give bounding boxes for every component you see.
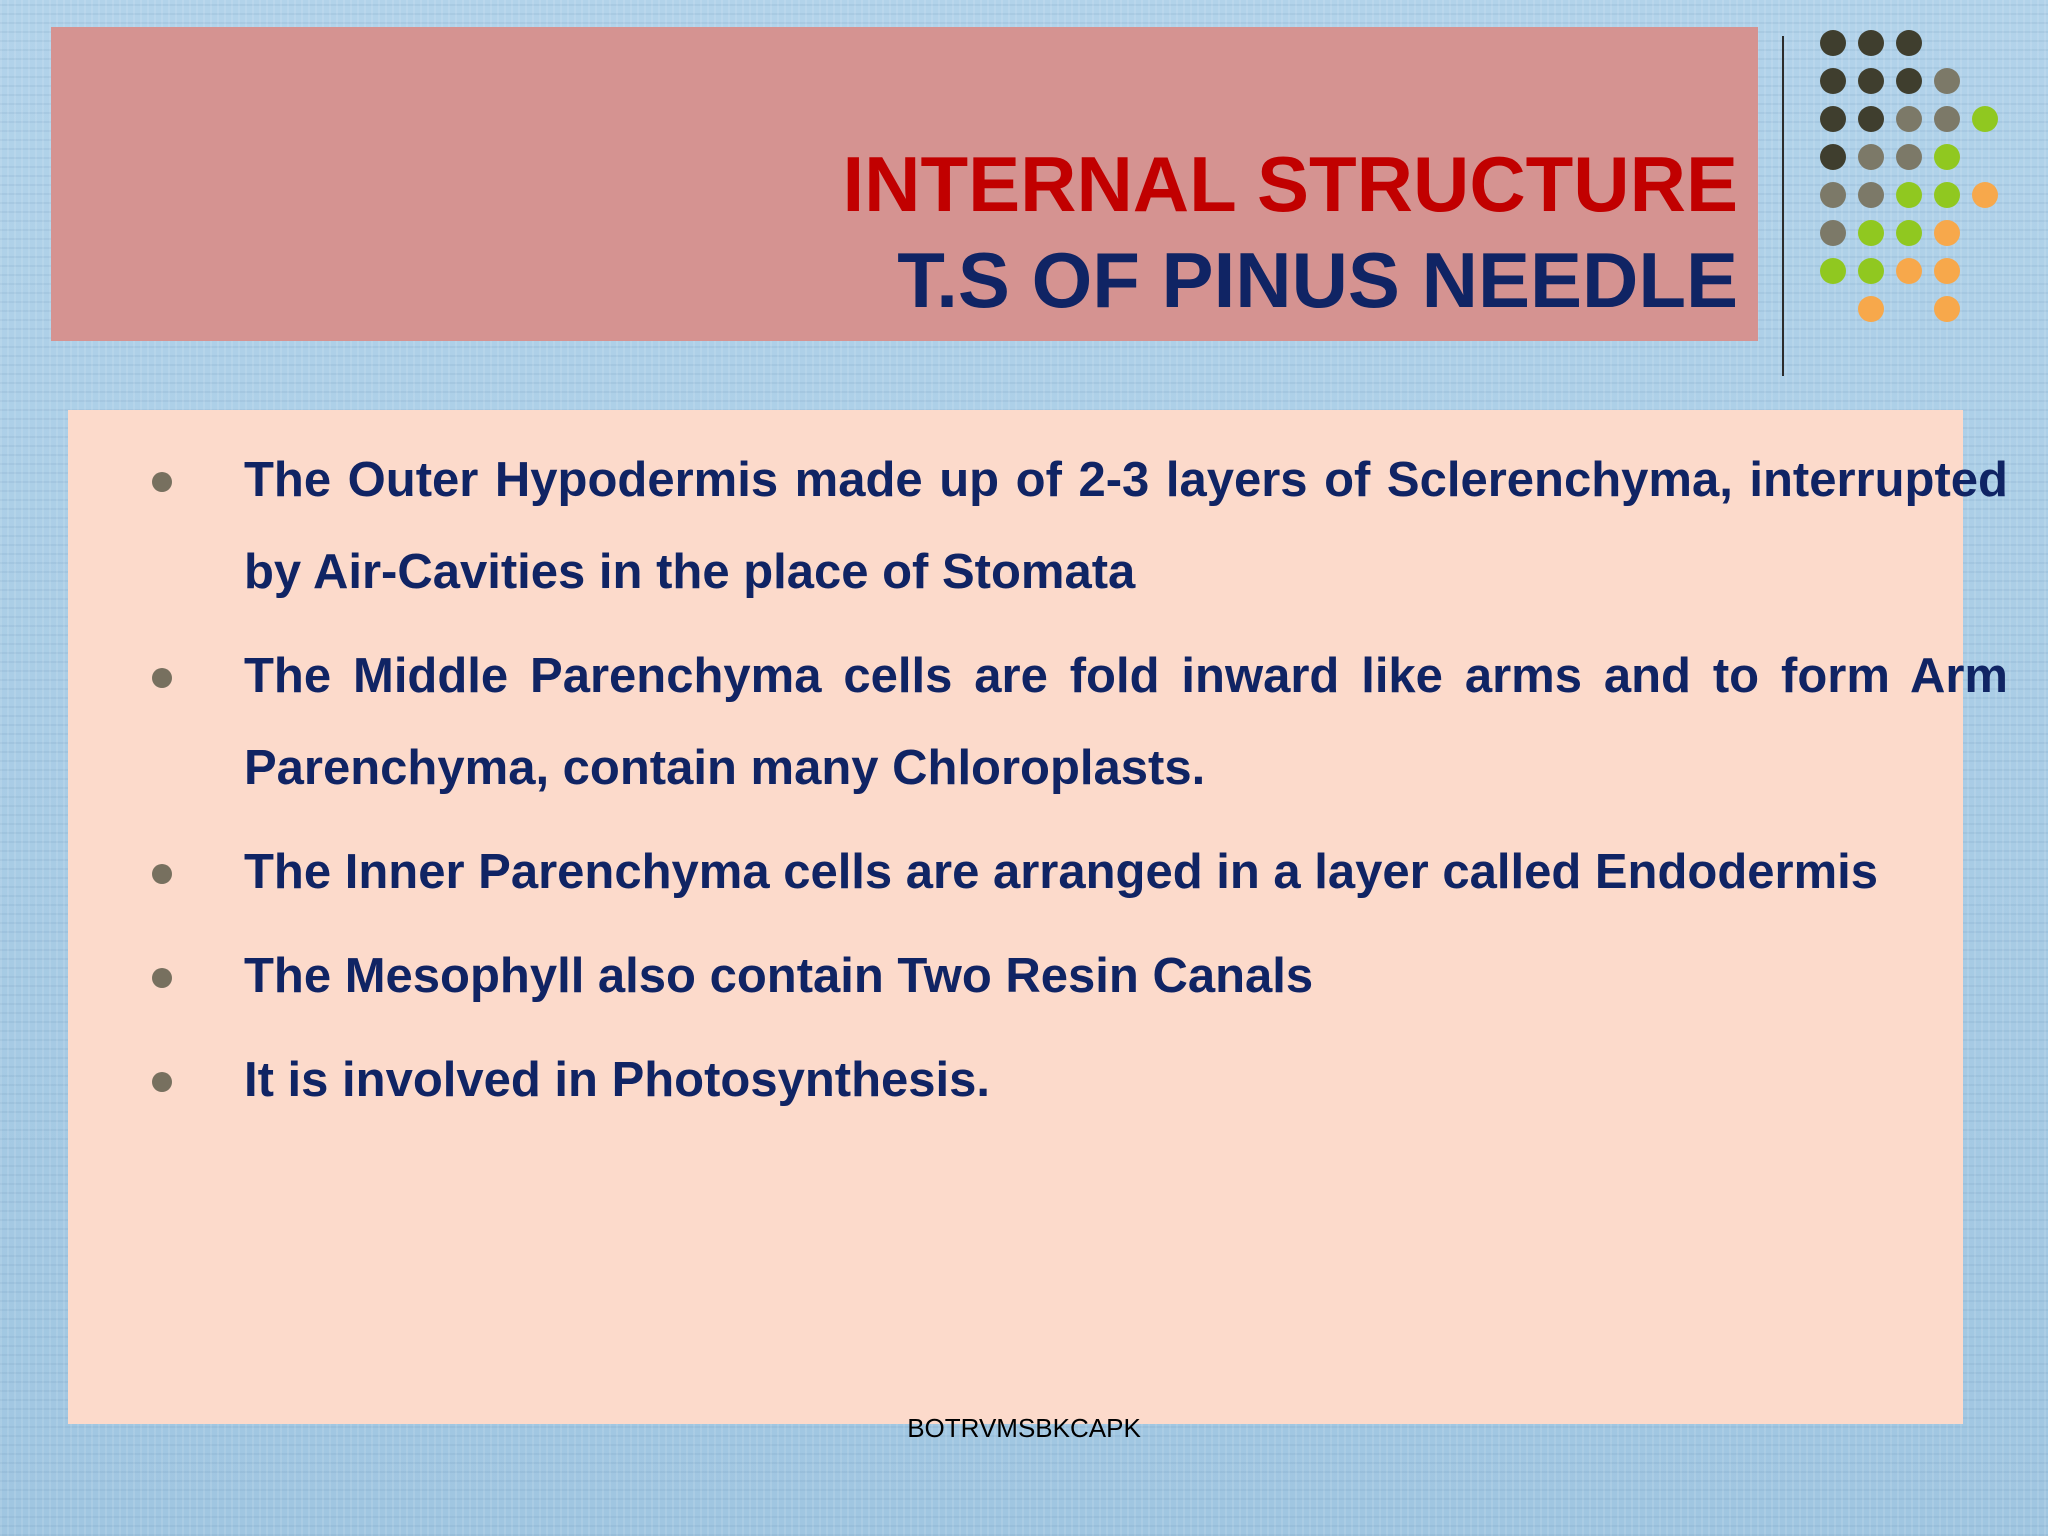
decorative-dot [1972,182,1998,208]
bullet-text: The Outer Hypodermis made up of 2-3 layers of Sclerenchyma, interrupted by Air-Cavities in the place of Stomata [244,453,2008,599]
decorative-dot [1934,296,1960,322]
decorative-dot [1896,144,1922,170]
bullet-dot-icon [152,472,172,492]
decorative-dot [1820,258,1846,284]
decorative-dot [1896,220,1922,246]
decorative-dot [1896,106,1922,132]
title-banner [51,27,1758,341]
decorative-dot [1858,30,1884,56]
bullet-item [244,1034,2008,1126]
decorative-dot [1820,144,1846,170]
bullet-text: The Middle Parenchyma cells are fold inward like arms and to form Arm Parenchyma, contain many Chloroplasts. [244,649,2008,795]
bullet-list [68,434,2008,1138]
decorative-dot [1820,182,1846,208]
bullet-dot-icon [152,968,172,988]
decorative-dot [1896,30,1922,56]
title-line-2: T.S OF PINUS NEEDLE [897,236,1738,324]
content-panel [68,410,2008,1424]
decorative-dot [1858,106,1884,132]
decorative-dot [1934,68,1960,94]
bullet-item [244,826,2008,918]
bullet-dot-icon [152,668,172,688]
bullet-dot-icon [152,864,172,884]
title-line-1: INTERNAL STRUCTURE [842,140,1738,228]
bullet-text: The Mesophyll also contain Two Resin Canals [244,949,1314,1003]
decorative-dot [1896,258,1922,284]
decorative-dot [1820,68,1846,94]
bullet-item [244,434,2008,618]
decorative-dot [1858,258,1884,284]
decorative-dot [1896,68,1922,94]
decorative-dot [1820,30,1846,56]
decorative-dot [1934,144,1960,170]
decorative-dot [1858,144,1884,170]
decorative-dot [1972,106,1998,132]
decorative-dot [1896,182,1922,208]
bullet-text: The Inner Parenchyma cells are arranged in a layer called Endodermis [244,845,1879,899]
decorative-dot [1934,258,1960,284]
decorative-dot [1820,106,1846,132]
bullet-text: It is involved in Photosynthesis. [244,1053,991,1107]
bullet-dot-icon [152,1072,172,1092]
footer-credit: BOTRVMSBKCAPK [907,1413,1141,1443]
decorative-dot [1858,220,1884,246]
decorative-dot [1858,68,1884,94]
decorative-dot [1858,296,1884,322]
decorative-dot [1820,220,1846,246]
decorative-dot [1934,106,1960,132]
decorative-dot-grid-icon [1820,30,2020,330]
decorative-dot [1934,220,1960,246]
decorative-dot [1934,182,1960,208]
bullet-item [244,930,2008,1022]
title-divider [1782,36,1784,376]
decorative-dot [1858,182,1884,208]
bullet-item [244,630,2008,814]
